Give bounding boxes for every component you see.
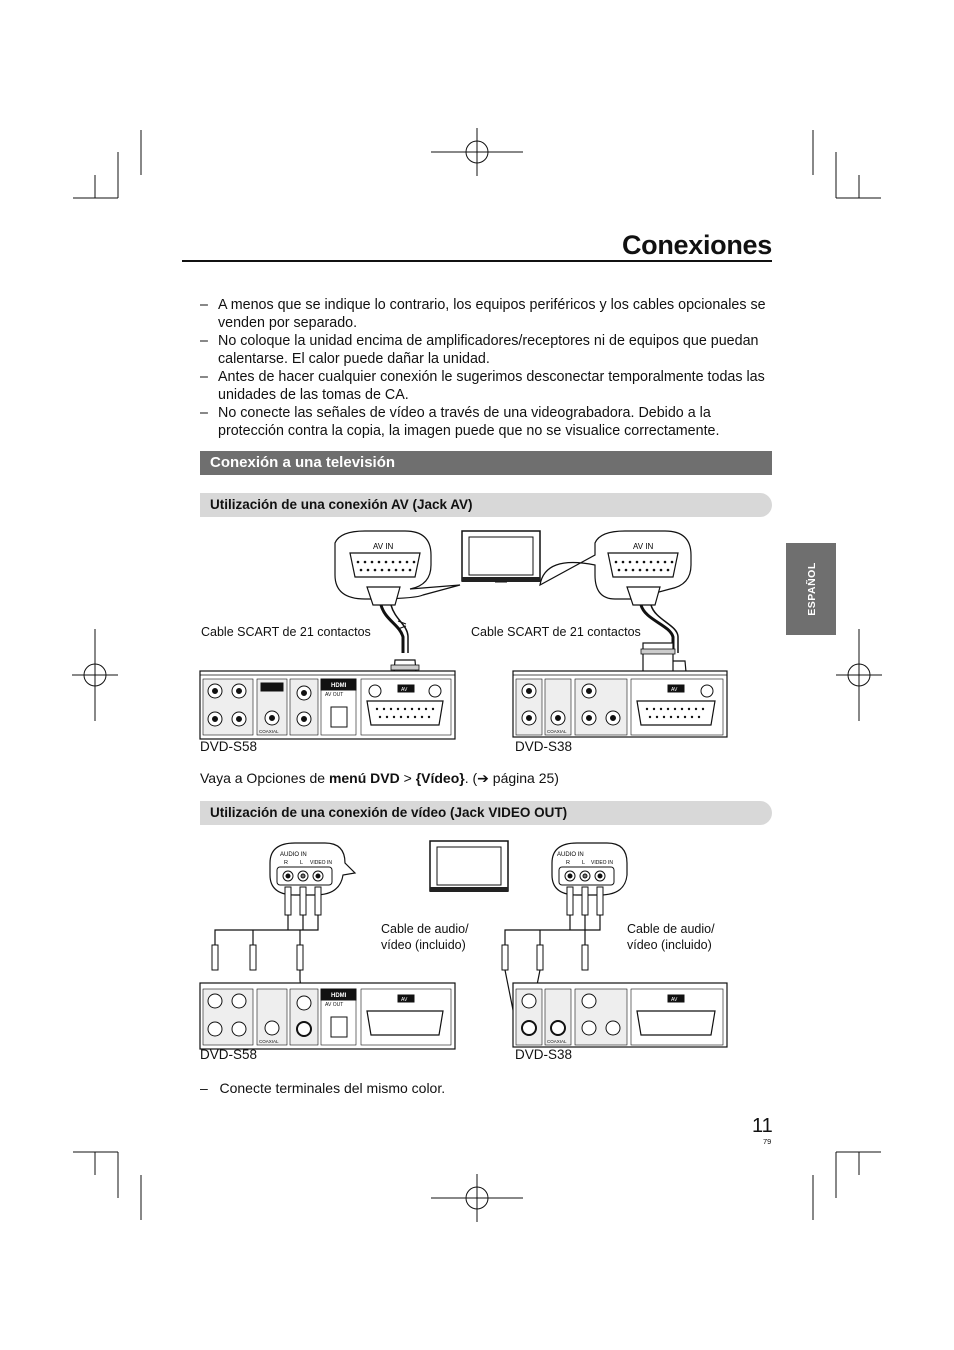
language-tab (786, 543, 836, 635)
color-note: – Conecte terminales del mismo color. (200, 1080, 446, 1096)
av-cable-label-line2: vídeo (incluido) (381, 938, 466, 952)
av-cable-label-right (627, 921, 715, 953)
language-tab-label: ESPAÑOL (806, 562, 818, 616)
color-note-text: Conecte terminales del mismo color. (219, 1080, 446, 1096)
video-in-label: VIDEO IN (310, 860, 332, 866)
panel-av-label: AV (671, 997, 678, 1003)
l-label: L (582, 860, 586, 866)
title-rule (182, 260, 772, 262)
instruction-separator: > (399, 770, 416, 786)
l-label: L (300, 860, 304, 866)
list-item: – No conecte las señales de vídeo a través de una videograbadora. Debido a la protección contra la copia, la imagen puede que no se visualice correctamente. (200, 404, 772, 440)
dvd-s58-rear-panel (200, 983, 455, 1049)
precaution-list (200, 296, 772, 440)
av-cable-label-left (381, 921, 469, 953)
list-item: – No coloque la unidad encima de amplificadores/receptores ni de equipos que puedan calentarse. El calor puede dañar la unidad. (200, 332, 772, 368)
section-heading: Conexión a una televisión (200, 451, 772, 475)
coaxial-label: COAXIAL (547, 1039, 567, 1044)
model-label-s38: DVD-S38 (515, 1047, 573, 1062)
r-label: R (566, 860, 570, 866)
av-out-label: AV OUT (325, 692, 344, 698)
scart-cable-label-right: Cable SCART de 21 contactos (471, 625, 641, 639)
av-in-label: AV IN (373, 542, 394, 551)
instruction-prefix: Vaya a Opciones de (200, 770, 329, 786)
hdmi-label: HDMI (331, 993, 347, 999)
r-label: R (284, 860, 288, 866)
scart-cable-left (367, 587, 419, 685)
dvd-s58-rear-panel (200, 671, 455, 739)
scart-cable-label-left: Cable SCART de 21 contactos (201, 625, 371, 639)
video-subheading: Utilización de una conexión de vídeo (Jack VIDEO OUT) (200, 801, 772, 825)
av-subheading: Utilización de una conexión AV (Jack AV) (200, 493, 772, 517)
av-cable-label-line1: Cable de audio/ (381, 922, 469, 936)
list-item: – A menos que se indique lo contrario, los equipos periféricos y los cables opcionales se venden por separado. (200, 296, 772, 332)
audio-in-label: AUDIO IN (280, 852, 307, 858)
model-label-s58: DVD-S58 (200, 739, 258, 754)
page-title: Conexiones (621, 230, 772, 260)
dvd-s38-rear-panel (513, 983, 727, 1047)
av-in-label: AV IN (633, 542, 654, 551)
hdmi-label: HDMI (331, 683, 347, 689)
tv-icon (462, 531, 540, 582)
panel-av-label: AV (401, 687, 408, 693)
coaxial-label: COAXIAL (547, 729, 567, 734)
panel-av-label: AV (671, 687, 678, 693)
instruction-menu: menú DVD (328, 770, 400, 786)
menu-instruction (200, 770, 559, 787)
av-cable-label-line2: vídeo (incluido) (627, 938, 712, 952)
panel-av-label: AV (401, 997, 408, 1003)
arrow-icon: ➔ (477, 770, 489, 786)
page-number: 11 (752, 1115, 773, 1137)
coaxial-label: COAXIAL (259, 729, 279, 734)
instruction-mid: . ( (464, 770, 478, 786)
tv-icon (430, 841, 508, 892)
model-label-s58: DVD-S58 (200, 1047, 258, 1062)
list-item: – Antes de hacer cualquier conexión le sugerimos desconectar temporalmente todas las unidades de las tomas de CA. (200, 368, 772, 404)
coaxial-label: COAXIAL (259, 1039, 279, 1044)
audio-in-label: AUDIO IN (557, 852, 584, 858)
instruction-item: {Vídeo} (415, 770, 465, 786)
instruction-page: página 25) (488, 770, 559, 786)
dvd-s38-rear-panel (513, 671, 727, 737)
scart-callout-right (540, 531, 691, 599)
model-label-s38: DVD-S38 (515, 739, 573, 754)
video-in-label: VIDEO IN (591, 860, 613, 866)
av-out-label: AV OUT (325, 1002, 344, 1008)
av-cable-label-line1: Cable de audio/ (627, 922, 715, 936)
page-sub-number: 79 (763, 1137, 772, 1146)
